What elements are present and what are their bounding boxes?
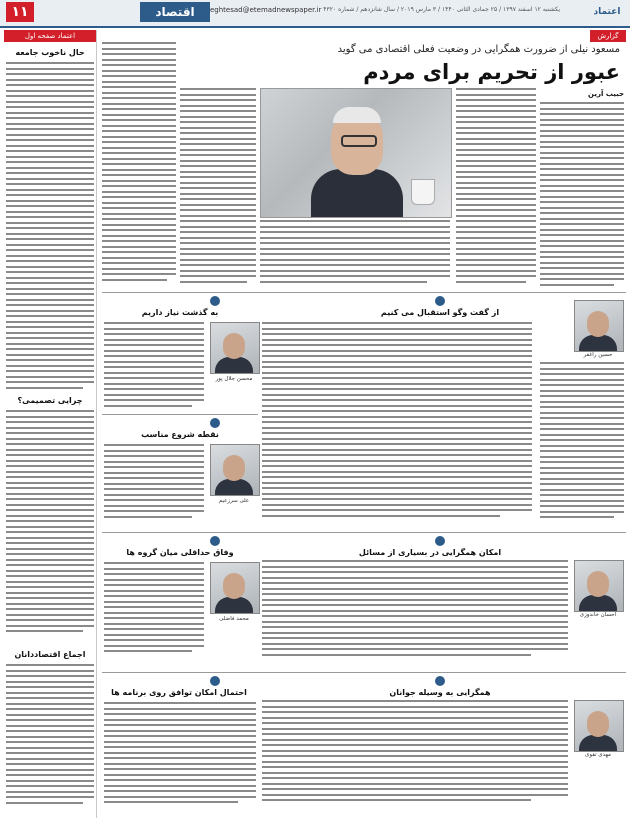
subhead-1: از گفت وگو استقبال می کنیم — [380, 308, 500, 317]
author-caption-5: محمد فاضلی — [219, 616, 249, 622]
left-text-1 — [6, 62, 94, 392]
intro-text — [540, 102, 624, 292]
report-tag: گزارش — [590, 30, 626, 42]
subhead-3: نقطه شروع مناسب — [141, 430, 219, 439]
divider-1 — [102, 292, 626, 293]
subhead-4: امکان همگرایی در بسیاری از مسائل — [358, 548, 502, 557]
author-photo-2 — [210, 322, 260, 374]
row2-text-2 — [262, 322, 532, 528]
row3-text-1 — [262, 560, 568, 668]
author-caption-2: محسن جلال پور — [215, 376, 253, 382]
subhead-2: به گذشت نیاز داریم — [141, 308, 219, 317]
author-photo-5 — [210, 562, 260, 614]
left-heading-1: حال ناخوب جامعه — [15, 48, 85, 57]
author-caption-4: احسان خاندوزی — [579, 612, 617, 618]
dateline: یکشنبه ۱۲ اسفند ۱۳۹۷ / ۲۵ جمادی الثانی ۱۴۴۰ / ۳ مارس ۲۰۱۹ / سال شانزدهم / شماره ۴۳۲۰ — [323, 6, 560, 13]
author-caption-6: مهدی تقوی — [585, 752, 611, 758]
left-heading-3: اجماع اقتصاددانان — [14, 650, 86, 659]
subhead-7: احتمال امکان توافق روی برنامه ها — [111, 688, 247, 697]
quote-badge-3 — [210, 418, 220, 428]
quote-badge-2 — [210, 296, 220, 306]
newspaper-logo: اعتماد — [593, 7, 621, 17]
author-photo-6 — [574, 700, 624, 752]
article-col-c — [260, 220, 450, 288]
row4-text-1 — [262, 700, 568, 812]
row4-text-2 — [104, 702, 256, 812]
quote-badge-7 — [210, 676, 220, 686]
row3-text-2 — [104, 562, 204, 668]
section-title: اقتصاد — [140, 2, 210, 22]
article-col-a — [180, 88, 256, 288]
author-photo-1 — [574, 300, 624, 352]
subhead-6: همگرایی به وسیله جوانان — [389, 688, 491, 697]
intro-text-2 — [456, 88, 536, 288]
quote-badge-5 — [210, 536, 220, 546]
divider-3 — [102, 532, 626, 533]
left-text-3 — [6, 664, 94, 814]
divider-2 — [102, 414, 258, 415]
left-text-2 — [6, 410, 94, 640]
masthead-bar — [0, 0, 630, 28]
author-photo-4 — [574, 560, 624, 612]
subhead-5: وفاق حداقلی میان گروه ها — [126, 548, 234, 557]
row2-text-1 — [540, 362, 624, 528]
page-number: ۱۱ — [6, 2, 34, 22]
row2-text-3 — [104, 322, 204, 412]
quote-badge — [435, 296, 445, 306]
author-caption-1: حسین راغفر — [583, 352, 613, 358]
left-heading-2: چرایی تصمیمی؟ — [17, 396, 83, 405]
section-email: eghtesad@etemadnewspaper.ir — [210, 6, 322, 14]
row2-text-4 — [104, 444, 204, 528]
intro-author: حبیب آرین — [588, 90, 624, 98]
interviewee-photo — [260, 88, 452, 218]
quote-badge-6 — [435, 676, 445, 686]
author-photo-3 — [210, 444, 260, 496]
author-caption-3: علی سرزعیم — [218, 498, 250, 504]
article-col-b — [102, 42, 176, 288]
left-column-tag: اعتماد صفحه اول — [4, 30, 96, 42]
article-headline: عبور از تحریم برای مردم — [363, 60, 620, 84]
divider-4 — [102, 672, 626, 673]
quote-badge-4 — [435, 536, 445, 546]
article-kicker: مسعود نیلی از ضرورت همگرایی در وضعیت فعلی اقتصادی می گوید — [337, 44, 620, 55]
